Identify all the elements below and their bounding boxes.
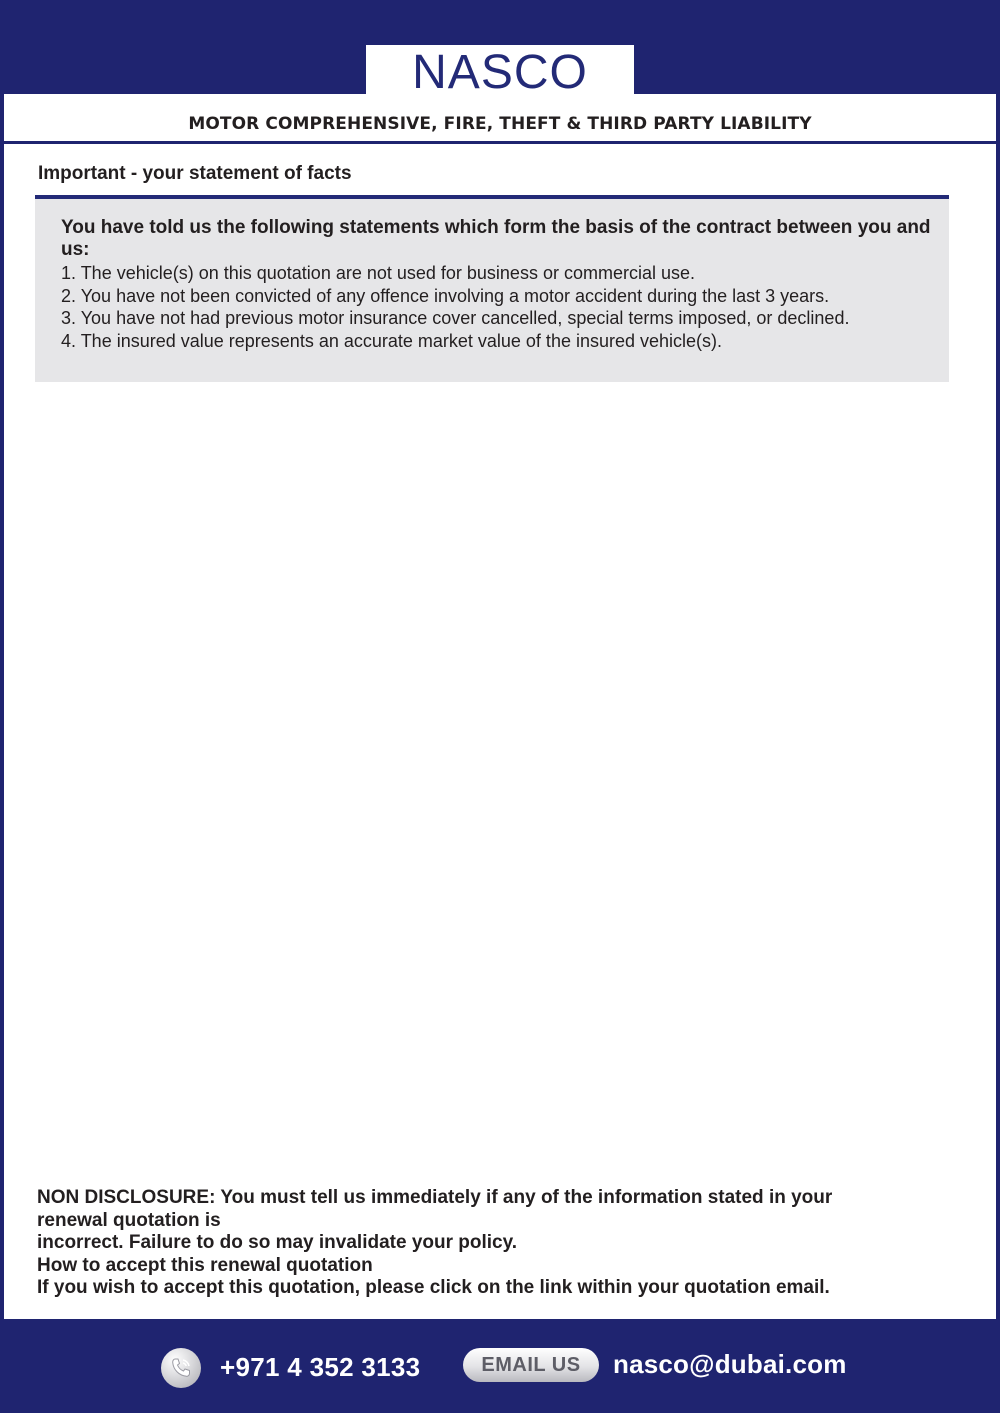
disclosure-line: incorrect. Failure to do so may invalidate your policy.	[37, 1232, 518, 1253]
title-band	[4, 108, 996, 140]
page-title: MOTOR COMPREHENSIVE, FIRE, THEFT & THIRD PARTY LIABILITY	[188, 114, 812, 134]
phone-number[interactable]: +971 4 352 3133	[220, 1352, 421, 1382]
logo	[366, 45, 634, 101]
statement-item: 1. The vehicle(s) on this quotation are not used for business or commercial use.	[61, 263, 695, 283]
statement-item: 4. The insured value represents an accurate market value of the insured vehicle(s).	[61, 330, 723, 351]
non-disclosure-notice	[37, 1187, 937, 1300]
disclosure-line: renewal quotation is	[37, 1209, 221, 1231]
disclosure-line: If you wish to accept this quotation, please click on the link within your quotation email.	[37, 1277, 830, 1298]
phone-icon[interactable]	[161, 1348, 201, 1388]
disclosure-line: NON DISCLOSURE: You must tell us immediately if any of the information stated in your	[37, 1187, 833, 1208]
statement-item: 3. You have not had previous motor insurance cover cancelled, special terms imposed, or declined.	[61, 308, 850, 328]
logo-text: NASCO	[412, 46, 588, 99]
title-divider	[4, 141, 996, 144]
statement-list	[61, 262, 941, 352]
disclosure-line: How to accept this renewal quotation	[37, 1254, 373, 1276]
email-us-button[interactable]: EMAIL US	[463, 1348, 599, 1382]
statement-item: 2. You have not been convicted of any offence involving a motor accident during the last 3 years.	[61, 285, 830, 306]
email-address[interactable]: nasco@dubai.com	[613, 1349, 847, 1379]
section-heading: Important - your statement of facts	[38, 163, 352, 184]
statement-intro: You have told us the following statements which form the basis of the contract between you and us:	[61, 217, 931, 260]
phone-glyph	[168, 1355, 194, 1381]
